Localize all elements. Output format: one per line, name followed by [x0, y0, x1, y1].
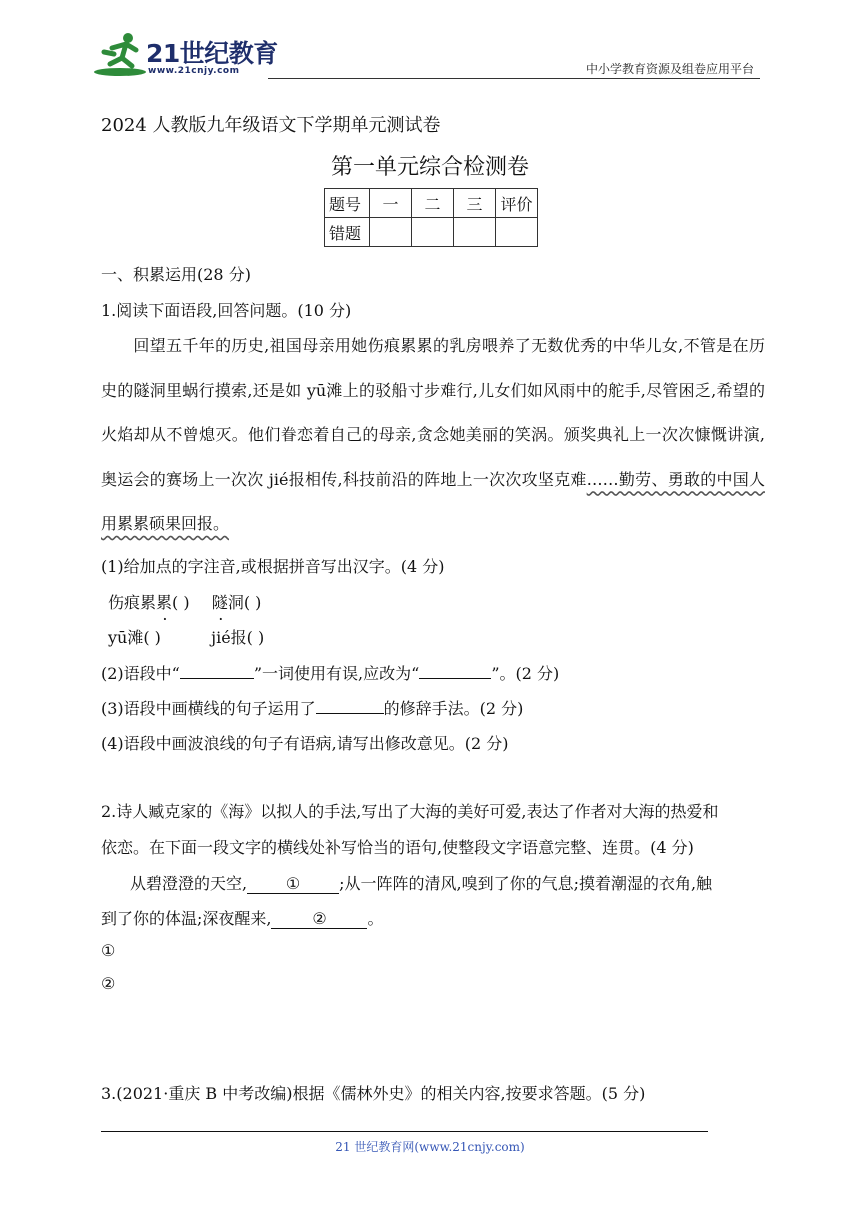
pinyin-row-1	[108, 590, 261, 613]
score-input-cell[interactable]	[370, 218, 412, 247]
dotted-char: 累	[156, 593, 173, 612]
question-1-sub-4: (4)语段中画波浪线的句子有语病,请写出修改意见。(2 分)	[101, 734, 509, 753]
page-header	[0, 0, 860, 90]
pinyin-answer-paren[interactable]: jié报( )	[211, 628, 265, 647]
fill-blank-1[interactable]: ①	[247, 875, 339, 894]
answer-line-2[interactable]: ②	[101, 974, 116, 993]
section-heading: 一、积累运用(28 分)	[101, 265, 251, 284]
header-divider	[268, 78, 760, 79]
score-input-cell[interactable]	[412, 218, 454, 247]
answer-blank[interactable]	[316, 699, 384, 714]
pinyin-item-text: 洞	[227, 593, 244, 612]
question-1-passage	[101, 324, 765, 547]
q2-text: 到了你的体温;深夜醒来,	[101, 909, 272, 928]
score-cell: 错题	[325, 218, 370, 247]
pinyin-row-2	[108, 625, 264, 648]
passage-text: 回望五千年的历史,祖国母亲用她伤痕累累的乳房喂养了无数优秀的中华儿女,不管是在历史的隧洞里蜗行摸索,还是如 yū滩上的驳船寸步难行,儿女们如风雨中的舵手,尽管困乏,希望的火焰却从不曾熄灭。他们眷恋着自己的母亲,贪念她美丽的笑涡。颁奖典礼上一次次慷慨讲演,奥运会的赛场上一次次 jié报相传,科技前沿的阵地上一次次攻坚克难	[101, 336, 765, 489]
answer-line-1[interactable]: ①	[101, 941, 116, 960]
site-logo[interactable]	[92, 30, 278, 82]
answer-blank[interactable]	[180, 664, 254, 679]
question-1-sub-1: (1)给加点的字注音,或根据拼音写出汉字。(4 分)	[101, 557, 445, 576]
score-table	[324, 188, 538, 247]
question-2-text-line-1	[130, 871, 712, 894]
sub2-text: (2)语段中“	[101, 664, 180, 683]
question-2-text-line-2	[101, 906, 384, 929]
question-2-stem-line-2: 依恋。在下面一段文字的横线处补写恰当的语句,使整段文字语意完整、连贯。(4 分)	[101, 838, 694, 857]
footer-link[interactable]: 21 世纪教育网(www.21cnjy.com)	[335, 1140, 525, 1154]
platform-label: 中小学教育资源及组卷应用平台	[585, 62, 754, 76]
q2-text: 。	[367, 909, 384, 928]
logo-text: 21世纪教育	[146, 39, 278, 68]
answer-blank[interactable]	[419, 664, 491, 679]
exam-title: 第一单元综合检测卷	[330, 155, 529, 180]
score-cell: 三	[454, 189, 496, 218]
pinyin-answer-paren[interactable]: ( )	[243, 593, 262, 612]
q2-text: ;从一阵阵的清风,嗅到了你的气息;摸着潮湿的衣角,触	[339, 874, 713, 893]
sub3-text: (3)语段中画横线的句子运用了	[101, 699, 316, 718]
runner-logo-icon	[92, 30, 148, 78]
passage-wavy-sentence: ……勤劳、勇敢的中国人用累累硕果回报。	[101, 469, 765, 533]
score-table-header-row	[325, 189, 538, 218]
pinyin-answer-paren[interactable]: yū滩( )	[108, 628, 161, 647]
question-3-stem: 3.(2021·重庆 B 中考改编)根据《儒林外史》的相关内容,按要求答题。(5 分)	[101, 1084, 646, 1103]
logo-url: www.21cnjy.com	[148, 66, 240, 76]
score-input-cell[interactable]	[454, 218, 496, 247]
score-cell: 评价	[496, 189, 538, 218]
pinyin-item-text: 伤痕累	[108, 593, 157, 612]
score-cell: 题号	[325, 189, 370, 218]
exam-subject: 2024 人教版九年级语文下学期单元测试卷	[101, 115, 441, 136]
score-cell: 二	[412, 189, 454, 218]
question-2-stem-line-1: 2.诗人臧克家的《海》以拟人的手法,写出了大海的美好可爱,表达了作者对大海的热爱和	[101, 802, 719, 821]
score-input-cell[interactable]	[496, 218, 538, 247]
question-1-stem: 1.阅读下面语段,回答问题。(10 分)	[101, 301, 352, 320]
sub2-text: ”。(2 分)	[491, 664, 560, 683]
sub2-text: ”一词使用有误,应改为“	[253, 664, 420, 683]
question-1-sub-2	[101, 661, 559, 684]
score-cell: 一	[370, 189, 412, 218]
q2-text: 从碧澄澄的天空,	[130, 874, 248, 893]
fill-blank-2[interactable]: ②	[271, 910, 367, 929]
score-table-error-row	[325, 218, 538, 247]
footer-divider	[101, 1131, 708, 1132]
sub3-text: 的修辞手法。(2 分)	[383, 699, 524, 718]
pinyin-answer-paren[interactable]: ( )	[172, 593, 190, 612]
dotted-char: 隧	[211, 593, 228, 612]
question-1-sub-3	[101, 696, 523, 719]
